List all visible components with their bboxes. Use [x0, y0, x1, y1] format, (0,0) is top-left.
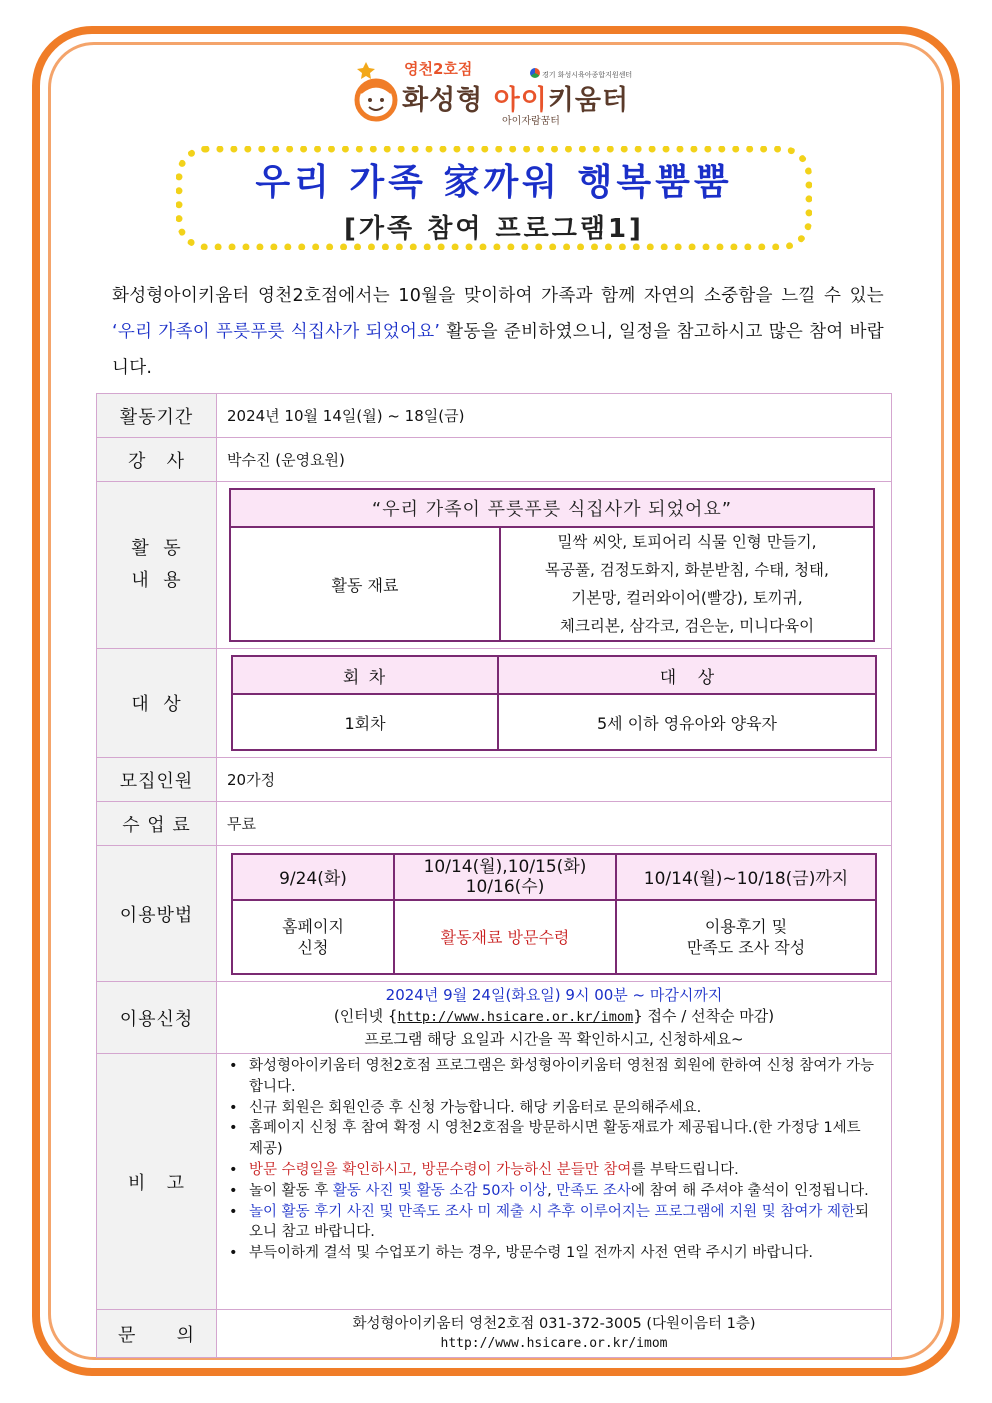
row-fee [97, 802, 892, 846]
method-step3-date: 10/14(월)~10/18(금)까지 [616, 854, 876, 900]
method-step2: 활동재료 방문수령 [394, 900, 616, 974]
intro-paragraph: 화성형아이키움터 영천2호점에서는 10월을 맞이하여 가족과 함께 자연의 소중함을 느낄 수 있는 ‘우리 가족이 푸릇푸릇 식집사가 되었어요’ 활동을 준비하였으니, 일정을 참고하시고 많은 참여 바랍니다. [112, 286, 884, 378]
label-apply: 이용신청 [97, 982, 217, 1054]
value-instructor: 박수진 (운영요원) [217, 438, 892, 482]
method-step1: 홈페이지 신청 [232, 900, 394, 974]
content-inner-table [229, 488, 875, 642]
row-apply [97, 982, 892, 1054]
target-header-audience: 대 상 [498, 656, 876, 694]
note-item: • 방문 수령일을 확인하시고, 방문수령이 가능하신 분들만 참여를 부탁드립니다. [229, 1161, 739, 1178]
value-fee: 무료 [217, 802, 892, 846]
method-inner-table [231, 853, 877, 975]
note-item: • 홈페이지 신청 후 참여 확정 시 영천2호점을 방문하시면 활동재료가 제공됩니다.(한 가정당 1세트 제공) [229, 1120, 861, 1158]
contact-info: 화성형아이키움터 영천2호점 031-372-3005 (다원이음터 1층) [352, 1315, 756, 1332]
apply-reminder: 프로그램 해당 요일과 시간을 꼭 확인하시고, 신청하세요~ [364, 1029, 744, 1048]
target-session: 1회차 [232, 694, 498, 750]
target-cell [217, 649, 892, 758]
content-cell [217, 482, 892, 649]
row-target [97, 649, 892, 758]
value-capacity: 20가정 [217, 758, 892, 802]
note-item: • 신규 회원은 회원인증 후 신청 가능합니다. 해당 키움터로 문의해주세요. [229, 1099, 702, 1116]
row-instructor [97, 438, 892, 482]
label-period: 활동기간 [97, 394, 217, 438]
page-subtitle: [가족 참여 프로그램1] [344, 214, 644, 244]
materials-list: 밀싹 씨앗, 토피어리 식물 인형 만들기, 목공풀, 검정도화지, 화분받침, 수태, 청태, 기본망, 컬러와이어(빨강), 토끼귀, 체크리본, 삼각코, 검은눈, 미니다육이 [500, 527, 874, 641]
row-contact [97, 1310, 892, 1358]
materials-label: 활동 재료 [230, 527, 500, 641]
label-target: 대 상 [97, 649, 217, 758]
notes-list [217, 1054, 891, 1266]
logo-main-text: 화성형 아이키움터 [402, 85, 630, 116]
logo-center-name: 경기 화성시육아종합지원센터 [542, 71, 633, 79]
note-item: • 놀이 활동 후기 사진 및 만족도 조사 미 제출 시 추후 이루어지는 프로그램에 지원 및 참여가 제한되오니 참고 바랍니다. [229, 1203, 870, 1241]
logo [352, 56, 652, 128]
row-capacity [97, 758, 892, 802]
value-period: 2024년 10월 14일(월) ~ 18일(금) [217, 394, 892, 438]
note-item: • 부득이하게 결석 및 수업포기 하는 경우, 방문수령 1일 전까지 사전 연락 주시기 바랍니다. [229, 1245, 813, 1262]
label-fee: 수 업 료 [97, 802, 217, 846]
apply-link[interactable]: http://www.hsicare.or.kr/imom [397, 1009, 634, 1026]
label-content: 활 동 내 용 [97, 482, 217, 649]
center-logo-icon [530, 68, 540, 78]
target-inner-table [231, 655, 877, 751]
label-notes: 비 고 [97, 1054, 217, 1310]
logo-branch-text: 영천2호점 [404, 60, 473, 78]
apply-method: (인터넷 {http://www.hsicare.or.kr/imom} 접수 / 선착순 마감) [333, 1007, 775, 1026]
label-contact: 문 의 [97, 1310, 217, 1358]
label-method: 이용방법 [97, 846, 217, 982]
row-period [97, 394, 892, 438]
note-item: • 화성형아이키움터 영천2호점 프로그램은 화성형아이키움터 영천점 회원에 한하여 신청 참여가 가능합니다. [229, 1058, 874, 1095]
apply-deadline: 2024년 9월 24일(화요일) 9시 00분 ~ 마감시까지 [385, 985, 723, 1004]
contact-cell [217, 1310, 892, 1358]
method-cell [217, 846, 892, 982]
target-audience: 5세 이하 영유아와 양육자 [498, 694, 876, 750]
label-capacity: 모집인원 [97, 758, 217, 802]
program-title: “우리 가족이 푸릇푸릇 식집사가 되었어요” [230, 489, 874, 527]
target-header-session: 회 차 [232, 656, 498, 694]
label-instructor: 강 사 [97, 438, 217, 482]
intro-program-name: ‘우리 가족이 푸릇푸릇 식집사가 되었어요’ [112, 322, 441, 342]
method-step2-date: 10/14(월),10/15(화) 10/16(수) [394, 854, 616, 900]
method-step3: 이용후기 및 만족도 조사 작성 [616, 900, 876, 974]
row-notes [97, 1054, 892, 1310]
row-method [97, 846, 892, 982]
apply-cell [217, 982, 892, 1054]
method-step1-date: 9/24(화) [232, 854, 394, 900]
row-content [97, 482, 892, 649]
logo-sub-text: 아이자람꿈터 [502, 116, 560, 127]
child-face-icon [352, 60, 402, 124]
info-table [96, 393, 892, 1358]
notes-cell [217, 1054, 892, 1310]
contact-link[interactable]: http://www.hsicare.or.kr/imom [440, 1335, 668, 1351]
note-item: • 놀이 활동 후 활동 사진 및 활동 소감 50자 이상, 만족도 조사에 참여 해 주셔야 출석이 인정됩니다. [229, 1182, 869, 1199]
page-title: 우리 가족 家까워 행복뿜뿜 [255, 162, 733, 203]
